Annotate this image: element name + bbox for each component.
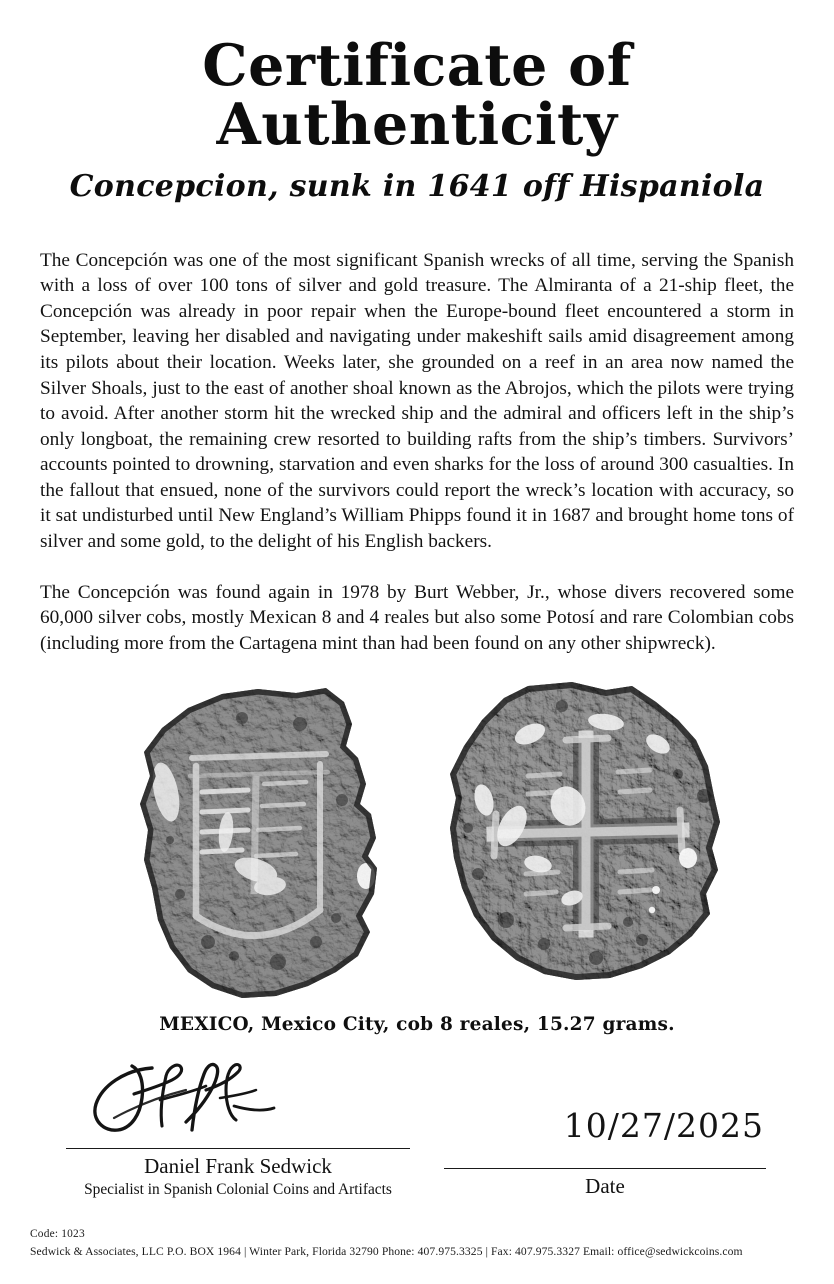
footer-address: Sedwick & Associates, LLC P.O. BOX 1964 | Winter Park, Florida 32790 Phone: 407.975.3325 | Fax: 407.975.3327 Email: office@sedwickcoins.com (30, 1245, 743, 1258)
coin-reverse-svg (420, 678, 740, 988)
signature-block (40, 1069, 794, 1199)
date-value: 10/27/2025 (563, 1106, 764, 1146)
signature-svg (74, 1060, 324, 1138)
certificate-footer (30, 1228, 743, 1258)
certificate-subtitle: Concepcion, sunk in 1641 off Hispaniola (69, 168, 765, 204)
certificate-header (0, 0, 834, 204)
coin-photograph-group (0, 678, 834, 1008)
date-column (444, 1168, 766, 1199)
signature-name-column (66, 1148, 410, 1199)
coin-obverse-shield (130, 680, 420, 1015)
coin-obverse-svg (130, 680, 420, 1010)
page-title: Certificate of Authenticity (202, 32, 632, 159)
signature-mark (74, 1060, 324, 1143)
coin-caption: MEXICO, Mexico City, cob 8 reales, 15.27 grams. (159, 1014, 675, 1036)
coin-reverse-cross (420, 678, 740, 993)
body-paragraph-1: The Concepción was one of the most significant Spanish wrecks of all time, serving the Spanish with a loss of over 100 tons of silver and gold treasure. The Almiranta of a 21-ship fleet, the Concepción was already in poor repair when the Europe-bound fleet encountered a storm in September, leaving her disabled and navigating under makeshift sails amid disagreement among its pilots about their location. Weeks later, she grounded on a reef in an area now named the Silver Shoals, just to the east of another shoal known as the Abrojos, which the pilots were trying to avoid. After another storm hit the wrecked ship and the admiral and officers left in the ship’s only longboat, the remaining crew resorted to building rafts from the ship’s timbers. Survivors’ accounts pointed to drowning, starvation and even sharks for the loss of around 300 casualties. In the fallout that ensued, none of the survivors could report the wreck’s location with accuracy, so it sat undisturbed until New England’s William Phipps found it in 1687 and brought home tons of silver and some gold, to the delight of his English backers. (40, 249, 794, 553)
signatory-role: Specialist in Spanish Colonial Coins and Artifacts (84, 1181, 392, 1199)
signatory-name: Daniel Frank Sedwick (144, 1154, 332, 1179)
body-paragraph-2: The Concepción was found again in 1978 by Burt Webber, Jr., whose divers recovered some 60,000 silver cobs, mostly Mexican 8 and 4 reales but also some Potosí and rare Colombian cobs (including more from the Cartagena mint than had been found on any other shipwreck). (40, 581, 794, 654)
footer-code: Code: 1023 (30, 1228, 85, 1240)
date-label: Date (585, 1174, 625, 1199)
certificate-body (40, 248, 794, 657)
